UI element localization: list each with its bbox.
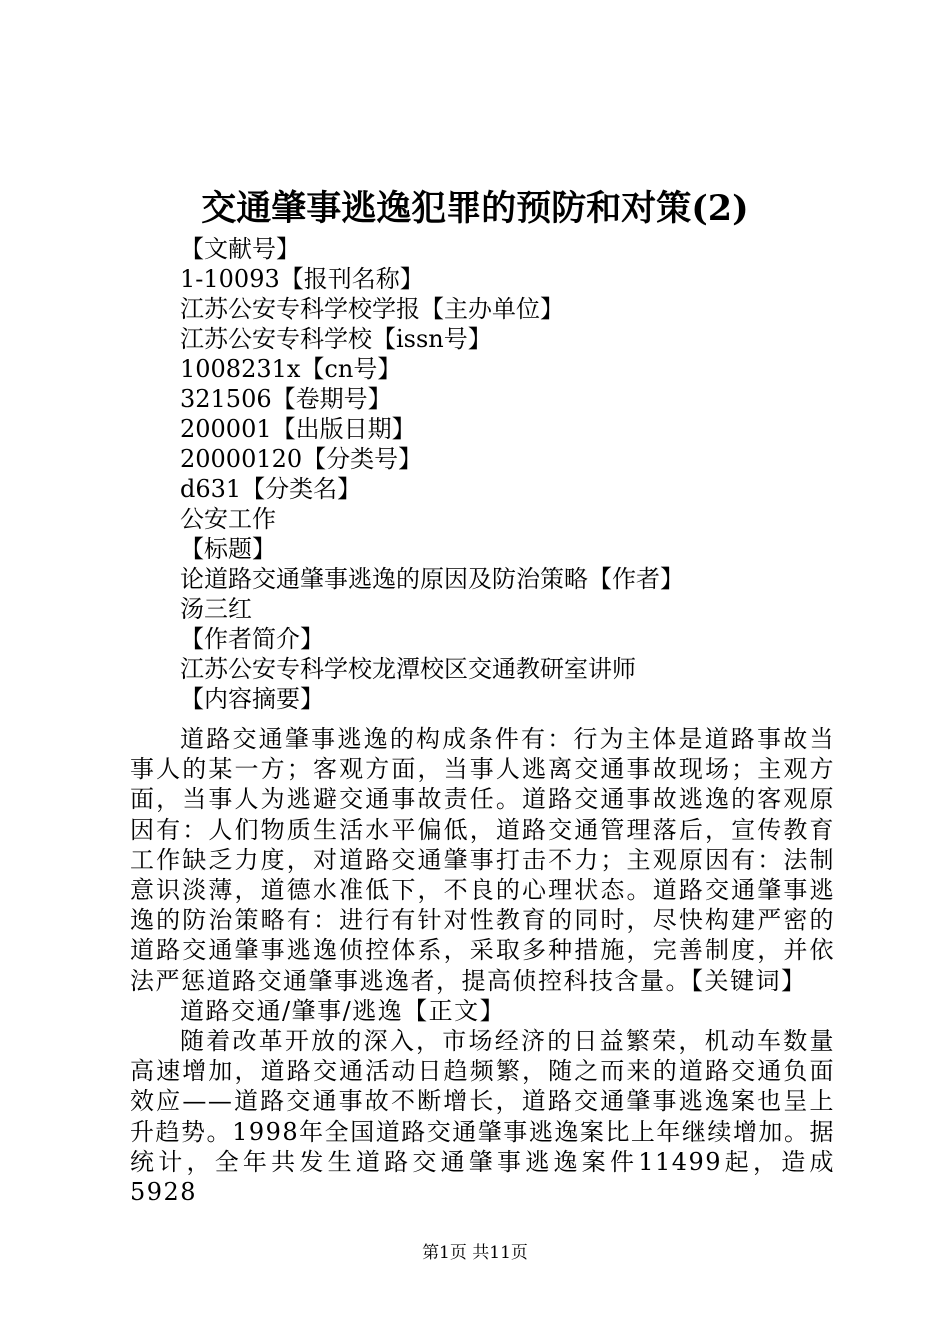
field-line: 321506【卷期号】 (180, 385, 392, 413)
body-paragraph: 随着改革开放的深入，市场经济的日益繁荣，机动车数量高速增加，道路交通活动日趋频繁，随之而来的道路交通负面效应——道路交通事故不断增长，道路交通肇事逃逸案也呈上升趋势。1998年全国道路交通肇事逃逸案比上年继续增加。据统计，全年共发生道路交通肇事逃逸案件11499起，造成5928 (130, 1027, 835, 1207)
field-line: 江苏公安专科学校【issn号】 (180, 325, 492, 353)
field-line: 200001【出版日期】 (180, 415, 416, 443)
abstract-paragraph: 道路交通肇事逃逸的构成条件有：行为主体是道路事故当事人的某一方；客观方面，当事人逃离交通事故现场；主观方面，当事人为逃避交通事故责任。道路交通事故逃逸的客观原因有：人们物质生活水平偏低，道路交通管理落后，宣传教育工作缺乏力度，对道路交通肇事打击不力；主观原因有：法制意识淡薄，道德水准低下，不良的心理状态。道路交通肇事逃逸的防治策略有：进行有针对性教育的同时，尽快构建严密的道路交通肇事逃逸侦控体系，采取多种措施，完善制度，并依法严惩道路交通肇事逃逸者，提高侦控科技含量。【关键词】 (130, 725, 835, 995)
field-line: 1-10093【报刊名称】 (180, 265, 424, 293)
field-line: 1008231x【cn号】 (180, 355, 402, 383)
body-text (130, 724, 835, 1207)
field-line: 【内容摘要】 (180, 685, 324, 713)
metadata-fields (180, 234, 860, 714)
field-line: 【文献号】 (180, 235, 300, 263)
field-line: 【标题】 (180, 535, 276, 563)
field-line: d631【分类名】 (180, 475, 362, 503)
field-line: 江苏公安专科学校龙潭校区交通教研室讲师 (180, 655, 636, 683)
field-line: 20000120【分类号】 (180, 445, 423, 473)
field-line: 江苏公安专科学校学报【主办单位】 (180, 295, 564, 323)
document-title: 交通肇事逃逸犯罪的预防和对策(2) (201, 188, 749, 229)
page-footer: 第1页 共11页 (422, 1243, 528, 1263)
field-line: 汤三红 (180, 595, 252, 623)
field-line: 论道路交通肇事逃逸的原因及防治策略【作者】 (180, 565, 684, 593)
field-line: 公安工作 (180, 505, 276, 533)
field-line: 【作者简介】 (180, 625, 324, 653)
keywords-paragraph: 道路交通/肇事/逃逸【正文】 (180, 996, 506, 1025)
